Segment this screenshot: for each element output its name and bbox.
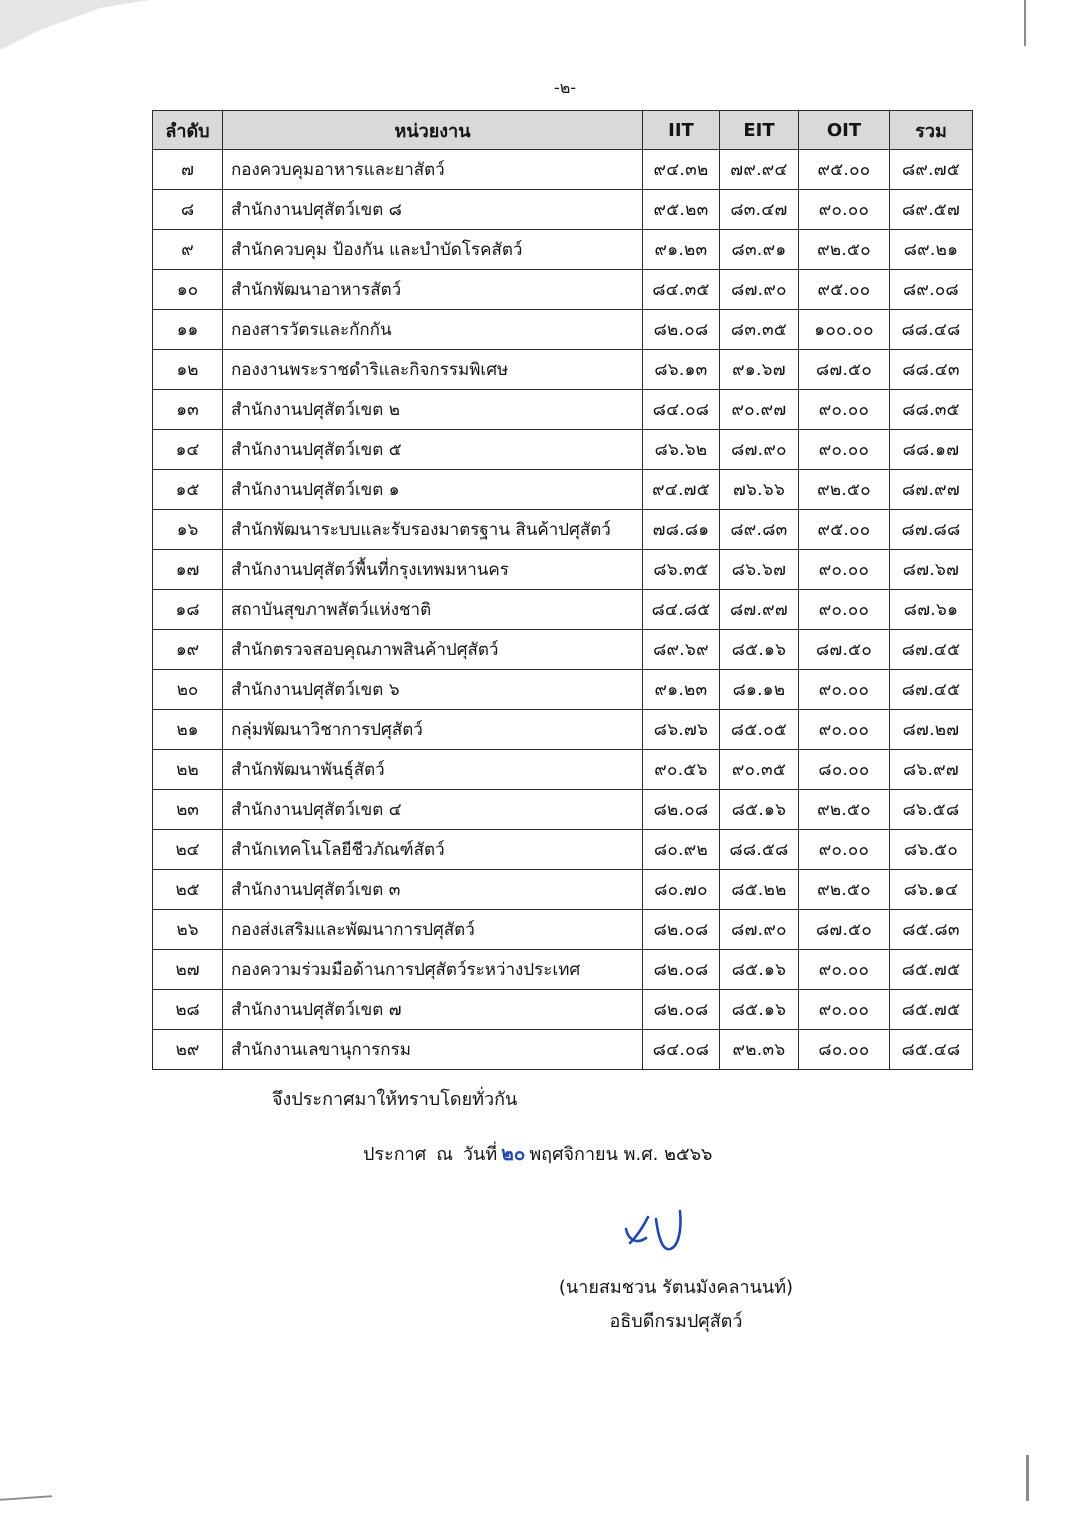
row-unit: สำนักงานปศุสัตว์เขต ๖ [223, 670, 643, 710]
row-iit: ๘๔.๐๘ [643, 390, 720, 430]
table-row [153, 670, 973, 710]
row-eit: ๘๘.๕๘ [720, 830, 799, 870]
row-no: ๑๓ [153, 390, 223, 430]
row-eit: ๘๕.๑๖ [720, 630, 799, 670]
row-total: ๘๕.๗๕ [890, 990, 973, 1030]
row-eit: ๙๒.๓๖ [720, 1030, 799, 1070]
table-row [153, 150, 973, 190]
row-oit: ๘๗.๕๐ [799, 350, 890, 390]
row-unit: กองสารวัตรและกักกัน [223, 310, 643, 350]
row-total: ๘๘.๔๘ [890, 310, 973, 350]
row-no: ๗ [153, 150, 223, 190]
row-no: ๘ [153, 190, 223, 230]
row-iit: ๗๘.๘๑ [643, 510, 720, 550]
row-total: ๘๕.๘๓ [890, 910, 973, 950]
row-total: ๘๖.๙๗ [890, 750, 973, 790]
row-iit: ๘๖.๓๕ [643, 550, 720, 590]
row-unit: สำนักงานปศุสัตว์เขต ๗ [223, 990, 643, 1030]
header-unit: หน่วยงาน [223, 111, 643, 150]
row-no: ๑๙ [153, 630, 223, 670]
row-no: ๑๒ [153, 350, 223, 390]
table-row [153, 470, 973, 510]
row-unit: สำนักเทคโนโลยีชีวภัณฑ์สัตว์ [223, 830, 643, 870]
row-eit: ๘๓.๔๗ [720, 190, 799, 230]
signer-name: (นายสมชวน รัตนมังคลานนท์) [558, 1277, 794, 1298]
table-row [153, 270, 973, 310]
row-unit: สำนักงานปศุสัตว์เขต ๒ [223, 390, 643, 430]
row-no: ๒๓ [153, 790, 223, 830]
header-eit: EIT [720, 111, 799, 150]
row-iit: ๘๙.๖๙ [643, 630, 720, 670]
row-no: ๒๕ [153, 870, 223, 910]
row-unit: สำนักพัฒนาพันธุ์สัตว์ [223, 750, 643, 790]
table-row [153, 550, 973, 590]
table-row [153, 950, 973, 990]
row-iit: ๙๑.๒๓ [643, 230, 720, 270]
row-eit: ๘๗.๙๐ [720, 910, 799, 950]
row-iit: ๘๔.๐๘ [643, 1030, 720, 1070]
row-eit: ๘๓.๙๑ [720, 230, 799, 270]
row-unit: สำนักงานเลขานุการกรม [223, 1030, 643, 1070]
row-unit: สำนักพัฒนาอาหารสัตว์ [223, 270, 643, 310]
row-iit: ๘๒.๐๘ [643, 910, 720, 950]
row-no: ๑๖ [153, 510, 223, 550]
row-no: ๒๐ [153, 670, 223, 710]
row-eit: ๗๙.๙๔ [720, 150, 799, 190]
row-eit: ๘๗.๙๐ [720, 430, 799, 470]
row-oit: ๙๒.๕๐ [799, 790, 890, 830]
row-iit: ๙๔.๗๕ [643, 470, 720, 510]
row-eit: ๘๕.๑๖ [720, 990, 799, 1030]
row-eit: ๘๕.๑๖ [720, 790, 799, 830]
row-unit: กองควบคุมอาหารและยาสัตว์ [223, 150, 643, 190]
row-no: ๑๗ [153, 550, 223, 590]
table-row [153, 990, 973, 1030]
page-number: -๒- [553, 78, 577, 97]
row-no: ๑๕ [153, 470, 223, 510]
row-total: ๘๗.๔๕ [890, 630, 973, 670]
row-total: ๘๙.๒๑ [890, 230, 973, 270]
row-eit: ๘๕.๒๒ [720, 870, 799, 910]
row-eit: ๙๐.๙๗ [720, 390, 799, 430]
scan-shadow-icon [0, 0, 150, 50]
row-oit: ๙๒.๕๐ [799, 230, 890, 270]
announcement-prefix: ประกาศ [363, 1144, 427, 1165]
results-table [152, 110, 973, 1070]
row-eit: ๙๑.๖๗ [720, 350, 799, 390]
table-row [153, 710, 973, 750]
table-row [153, 870, 973, 910]
row-oit: ๙๕.๐๐ [799, 510, 890, 550]
scan-line-top-right [1024, 0, 1026, 46]
row-unit: สำนักงานปศุสัตว์พื้นที่กรุงเทพมหานคร [223, 550, 643, 590]
scan-line-bottom-right [1026, 1455, 1029, 1501]
row-oit: ๘๐.๐๐ [799, 1030, 890, 1070]
row-oit: ๙๐.๐๐ [799, 950, 890, 990]
row-oit: ๙๕.๐๐ [799, 270, 890, 310]
row-eit: ๘๑.๑๒ [720, 670, 799, 710]
row-no: ๙ [153, 230, 223, 270]
row-no: ๑๘ [153, 590, 223, 630]
row-oit: ๑๐๐.๐๐ [799, 310, 890, 350]
row-iit: ๘๒.๐๘ [643, 790, 720, 830]
table-row [153, 190, 973, 230]
header-iit: IIT [643, 111, 720, 150]
row-no: ๒๗ [153, 950, 223, 990]
row-oit: ๙๐.๐๐ [799, 710, 890, 750]
row-unit: สำนักงานปศุสัตว์เขต ๕ [223, 430, 643, 470]
announcement-month-year: พฤศจิกายน พ.ศ. ๒๕๖๖ [529, 1144, 713, 1165]
row-oit: ๙๐.๐๐ [799, 990, 890, 1030]
row-iit: ๘๒.๐๘ [643, 950, 720, 990]
row-no: ๒๙ [153, 1030, 223, 1070]
row-eit: ๘๕.๑๖ [720, 950, 799, 990]
row-no: ๒๔ [153, 830, 223, 870]
header-row [153, 111, 973, 150]
row-total: ๘๕.๔๘ [890, 1030, 973, 1070]
table-body [153, 150, 973, 1070]
row-no: ๑๑ [153, 310, 223, 350]
table-row [153, 350, 973, 390]
scan-line-bottom-left [0, 1495, 52, 1501]
row-unit: สถาบันสุขภาพสัตว์แห่งชาติ [223, 590, 643, 630]
table-row [153, 430, 973, 470]
row-iit: ๘๐.๗๐ [643, 870, 720, 910]
row-oit: ๘๗.๕๐ [799, 910, 890, 950]
row-total: ๘๘.๑๗ [890, 430, 973, 470]
row-total: ๘๗.๖๑ [890, 590, 973, 630]
row-iit: ๙๔.๓๒ [643, 150, 720, 190]
row-eit: ๘๕.๐๕ [720, 710, 799, 750]
row-no: ๑๔ [153, 430, 223, 470]
table-row [153, 830, 973, 870]
row-oit: ๙๐.๐๐ [799, 830, 890, 870]
table-header [153, 111, 973, 150]
row-oit: ๙๐.๐๐ [799, 590, 890, 630]
row-total: ๘๗.๖๗ [890, 550, 973, 590]
row-total: ๘๙.๕๗ [890, 190, 973, 230]
row-total: ๘๘.๓๕ [890, 390, 973, 430]
row-no: ๒๑ [153, 710, 223, 750]
row-no: ๒๒ [153, 750, 223, 790]
row-oit: ๙๐.๐๐ [799, 390, 890, 430]
row-total: ๘๖.๕๐ [890, 830, 973, 870]
announcement-day-label: วันที่ [462, 1144, 498, 1165]
row-iit: ๙๕.๒๓ [643, 190, 720, 230]
table-row [153, 1030, 973, 1070]
row-unit: สำนักงานปศุสัตว์เขต ๑ [223, 470, 643, 510]
row-iit: ๘๔.๘๕ [643, 590, 720, 630]
row-unit: กองงานพระราชดำริและกิจกรรมพิเศษ [223, 350, 643, 390]
handwritten-day: ๒๐ [501, 1143, 526, 1165]
header-no: ลำดับ [153, 111, 223, 150]
announcement-at: ณ [436, 1144, 453, 1165]
table-row [153, 590, 973, 630]
row-total: ๘๗.๒๗ [890, 710, 973, 750]
row-eit: ๘๖.๖๗ [720, 550, 799, 590]
row-total: ๘๙.๗๕ [890, 150, 973, 190]
row-total: ๘๖.๑๔ [890, 870, 973, 910]
row-eit: ๗๖.๖๖ [720, 470, 799, 510]
row-unit: กองส่งเสริมและพัฒนาการปศุสัตว์ [223, 910, 643, 950]
row-oit: ๙๐.๐๐ [799, 670, 890, 710]
row-unit: สำนักงานปศุสัตว์เขต ๔ [223, 790, 643, 830]
table-row [153, 630, 973, 670]
row-unit: กลุ่มพัฒนาวิชาการปศุสัตว์ [223, 710, 643, 750]
row-oit: ๙๐.๐๐ [799, 190, 890, 230]
row-eit: ๙๐.๓๕ [720, 750, 799, 790]
table-row [153, 230, 973, 270]
row-iit: ๘๐.๙๒ [643, 830, 720, 870]
row-iit: ๘๖.๑๓ [643, 350, 720, 390]
row-iit: ๘๒.๐๘ [643, 990, 720, 1030]
announcement-line [363, 1139, 712, 1169]
row-total: ๘๕.๗๕ [890, 950, 973, 990]
row-total: ๘๗.๙๗ [890, 470, 973, 510]
row-no: ๒๖ [153, 910, 223, 950]
row-oit: ๙๐.๐๐ [799, 550, 890, 590]
row-oit: ๙๕.๐๐ [799, 150, 890, 190]
row-no: ๒๘ [153, 990, 223, 1030]
row-eit: ๘๙.๘๓ [720, 510, 799, 550]
row-total: ๘๗.๔๕ [890, 670, 973, 710]
row-eit: ๘๓.๓๕ [720, 310, 799, 350]
row-eit: ๘๗.๙๐ [720, 270, 799, 310]
row-iit: ๘๖.๖๒ [643, 430, 720, 470]
row-iit: ๙๑.๒๓ [643, 670, 720, 710]
row-total: ๘๖.๕๘ [890, 790, 973, 830]
table-row [153, 310, 973, 350]
row-unit: สำนักควบคุม ป้องกัน และบำบัดโรคสัตว์ [223, 230, 643, 270]
row-eit: ๘๗.๙๗ [720, 590, 799, 630]
table-row [153, 790, 973, 830]
row-unit: สำนักงานปศุสัตว์เขต ๓ [223, 870, 643, 910]
table-row [153, 750, 973, 790]
row-oit: ๘๗.๕๐ [799, 630, 890, 670]
row-unit: สำนักตรวจสอบคุณภาพสินค้าปศุสัตว์ [223, 630, 643, 670]
row-oit: ๙๒.๕๐ [799, 870, 890, 910]
row-no: ๑๐ [153, 270, 223, 310]
closing-statement: จึงประกาศมาให้ทราบโดยทั่วกัน [272, 1089, 518, 1110]
row-iit: ๘๒.๐๘ [643, 310, 720, 350]
row-unit: กองความร่วมมือด้านการปศุสัตว์ระหว่างประเทศ [223, 950, 643, 990]
row-total: ๘๘.๔๓ [890, 350, 973, 390]
table-row [153, 390, 973, 430]
row-oit: ๘๐.๐๐ [799, 750, 890, 790]
header-total: รวม [890, 111, 973, 150]
signature-icon [620, 1205, 700, 1257]
row-oit: ๙๐.๐๐ [799, 430, 890, 470]
row-unit: สำนักงานปศุสัตว์เขต ๘ [223, 190, 643, 230]
table-row [153, 910, 973, 950]
row-total: ๘๗.๘๘ [890, 510, 973, 550]
signer-title: อธิบดีกรมปศุสัตว์ [609, 1311, 743, 1332]
row-iit: ๘๔.๓๕ [643, 270, 720, 310]
row-unit: สำนักพัฒนาระบบและรับรองมาตรฐาน สินค้าปศุสัตว์ [223, 510, 643, 550]
header-oit: OIT [799, 111, 890, 150]
table-row [153, 510, 973, 550]
row-total: ๘๙.๐๘ [890, 270, 973, 310]
row-iit: ๘๖.๗๖ [643, 710, 720, 750]
row-oit: ๙๒.๕๐ [799, 470, 890, 510]
row-iit: ๙๐.๕๖ [643, 750, 720, 790]
